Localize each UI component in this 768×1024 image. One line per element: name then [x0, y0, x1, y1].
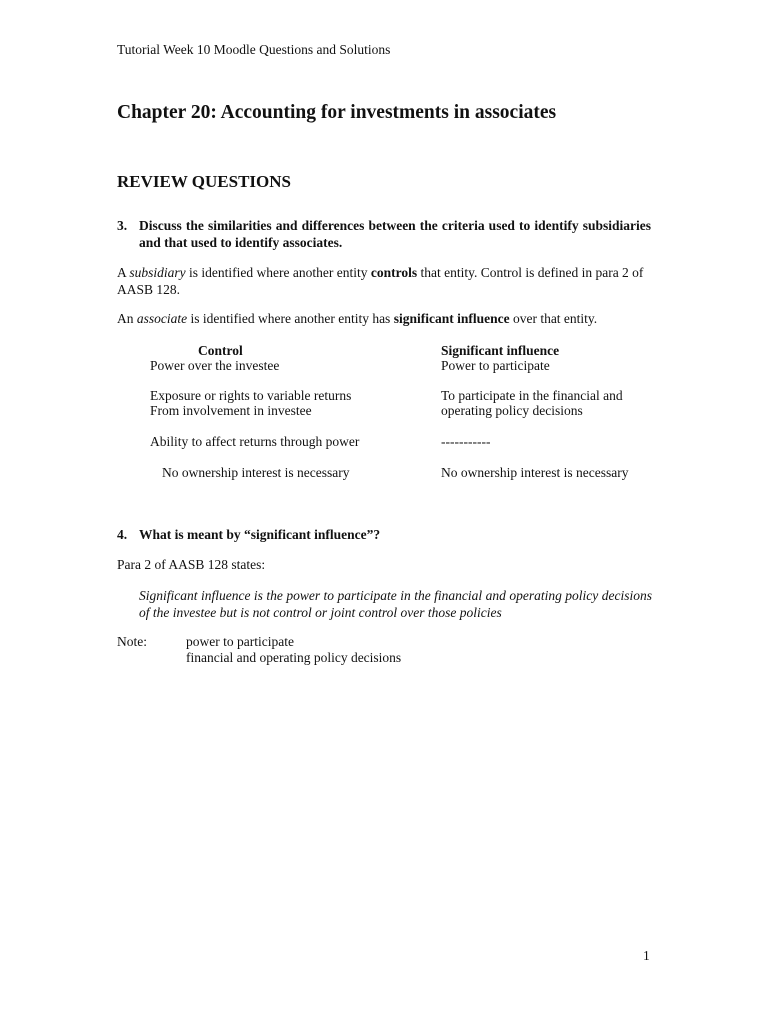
subsidiary-paragraph [117, 265, 652, 298]
chapter-title: Chapter 20: Accounting for investments in associates [117, 102, 557, 123]
influence-cell: ----------- [441, 434, 491, 449]
running-header: Tutorial Week 10 Moodle Questions and Solutions [117, 42, 391, 57]
aasb-paragraph: Para 2 of AASB 128 states: [117, 557, 266, 572]
control-cell: Power over the investee [150, 358, 280, 373]
page-number: 1 [643, 948, 650, 963]
subsidiary-paragraph-post: that entity. Control is defined in para 2 of AASB 128. [117, 265, 644, 297]
influence-cell: No ownership interest is necessary [441, 465, 629, 480]
control-cell: Ability to affect returns through power [150, 434, 360, 449]
section-heading: REVIEW QUESTIONS [117, 172, 291, 191]
influence-cell: Power to participate [441, 358, 550, 373]
control-cell: No ownership interest is necessary [162, 465, 350, 480]
associate-paragraph [117, 311, 652, 328]
question-3-text: Discuss the similarities and differences between the criteria used to identify subsidiaries and that used to identify associates. [139, 218, 651, 250]
control-cell: Exposure or rights to variable returns [150, 388, 352, 403]
note-item: power to participate [186, 634, 294, 649]
associate-term: associate [136, 311, 188, 326]
definition-quote: Significant influence is the power to participate in the financial and operating policy decisions of the investee but is not control or joint control over those policies [139, 588, 652, 620]
control-column-header: Control [198, 343, 243, 358]
subsidiary-paragraph-mid: is identified where another entity [185, 265, 371, 280]
controls-term: controls [370, 265, 418, 280]
control-cell: From involvement in investee [150, 403, 312, 418]
influence-column-header: Significant influence [441, 343, 560, 358]
question-3-number: 3. [117, 218, 128, 233]
note-item: financial and operating policy decisions [186, 650, 402, 665]
associate-paragraph-pre: An [117, 311, 137, 326]
question-4-number: 4. [117, 527, 128, 542]
subsidiary-paragraph-pre: A [117, 265, 130, 280]
associate-paragraph-post: over that entity. [509, 311, 598, 326]
subsidiary-term: subsidiary [129, 265, 186, 280]
associate-paragraph-mid: is identified where another entity has [187, 311, 394, 326]
influence-cell: operating policy decisions [441, 403, 583, 418]
question-4-text: What is meant by “significant influence”? [139, 527, 381, 542]
influence-cell: To participate in the financial and [441, 388, 623, 403]
significant-influence-term: significant influence [393, 311, 510, 326]
note-label: Note: [117, 634, 147, 649]
